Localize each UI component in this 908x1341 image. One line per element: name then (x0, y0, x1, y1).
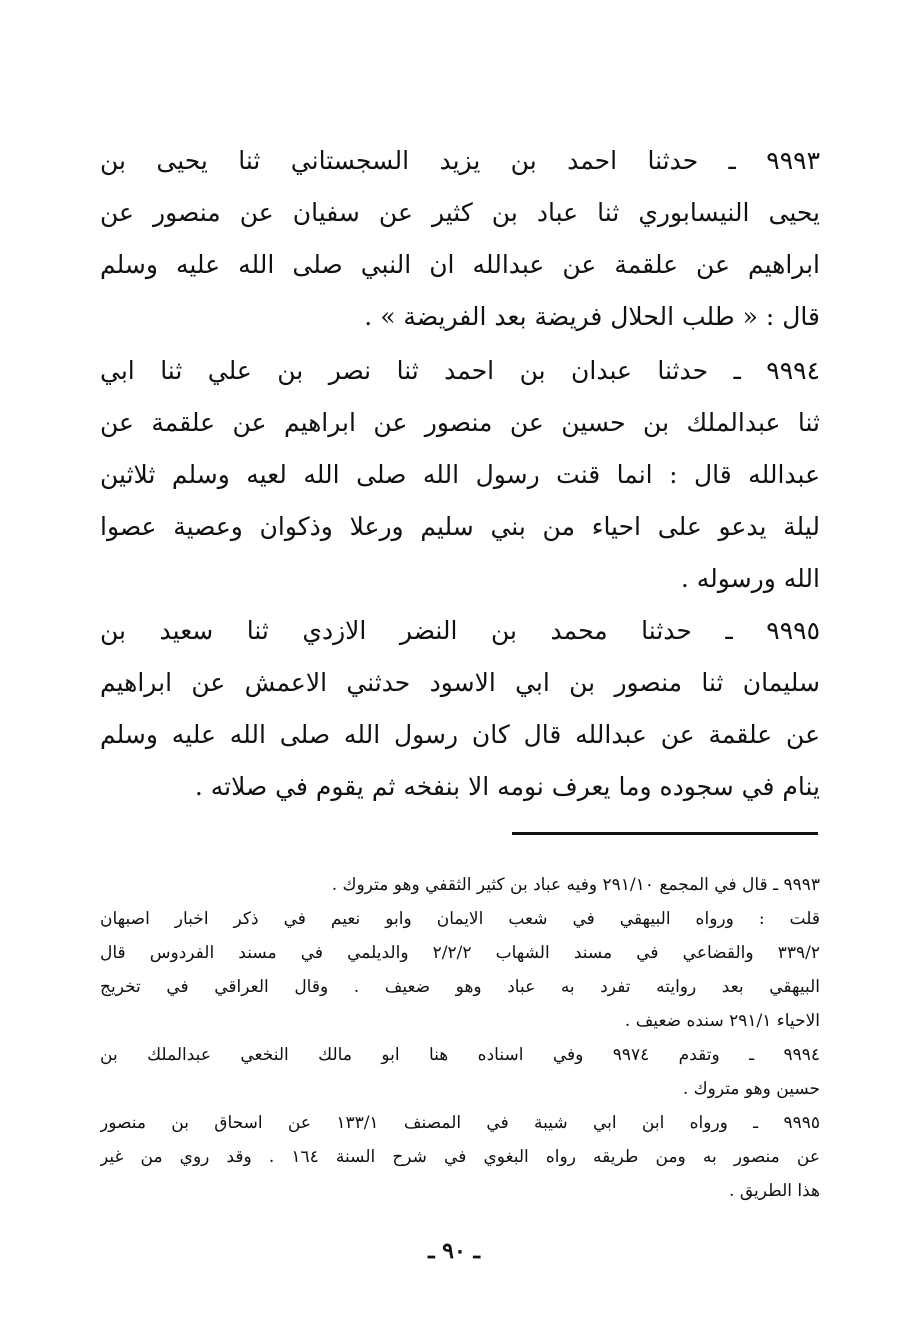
footnote-line: البيهقي بعد روايته تفرد به عباد وهو ضعيف . وقال العراقي في تخريج (100, 977, 820, 997)
hadith-line: عبدالله قال : انما قنت رسول الله صلى الله لعيه وسلم ثلاثين (100, 460, 820, 489)
hadith-line: ينام في سجوده وما يعرف نومه الا بنفخه ثم يقوم في صلاته . (194, 772, 820, 801)
hadith-line: عن علقمة عن عبدالله قال كان رسول الله صلى الله عليه وسلم (100, 720, 820, 749)
footnote-divider (512, 832, 818, 835)
footnote-line: ٣٣٩/٢ والقضاعي في مسند الشهاب ٢/٢/٢ والديلمي في مسند الفردوس قال (100, 943, 820, 963)
page-number: ـ ٩٠ ـ (428, 1238, 480, 1264)
hadith-line: سليمان ثنا منصور بن ابي الاسود حدثني الاعمش عن ابراهيم (100, 668, 820, 697)
hadith-line: ٩٩٩٤ ـ حدثنا عبدان بن احمد ثنا نصر بن علي ثنا ابي (100, 356, 820, 385)
footnote-line: هذا الطريق . (729, 1181, 820, 1201)
footnote-line: ٩٩٩٣ ـ قال في المجمع ٢٩١/١٠ وفيه عباد بن كثير الثقفي وهو متروك . (331, 875, 820, 895)
hadith-line: ثنا عبدالملك بن حسين عن منصور عن ابراهيم عن علقمة عن (100, 408, 820, 437)
footnote-line: الاحياء ٢٩١/١ سنده ضعيف . (624, 1011, 820, 1031)
hadith-line: ٩٩٩٣ ـ حدثنا احمد بن يزيد السجستاني ثنا يحيى بن (100, 146, 820, 175)
hadith-line: الله ورسوله . (680, 564, 820, 593)
footnote-line: ٩٩٩٤ ـ وتقدم ٩٩٧٤ وفي اسناده هنا ابو مالك النخعي عبدالملك بن (100, 1045, 820, 1065)
footnote-line: قلت : ورواه البيهقي في شعب الايمان وابو نعيم في ذكر اخبار اصبهان (100, 909, 820, 929)
hadith-9994 (100, 345, 820, 605)
hadith-9993 (100, 135, 820, 343)
hadith-line: يحيى النيسابوري ثنا عباد بن كثير عن سفيان عن منصور عن (100, 198, 820, 227)
footnote-line: ٩٩٩٥ ـ ورواه ابن ابي شيبة في المصنف ١٣٣/١ عن اسحاق بن منصور (100, 1113, 820, 1133)
hadith-line: ٩٩٩٥ ـ حدثنا محمد بن النضر الازدي ثنا سعيد بن (100, 616, 820, 645)
hadith-9995 (100, 605, 820, 813)
footnote-line: حسين وهو متروك . (682, 1079, 820, 1099)
footnote-line: عن منصور به ومن طريقه رواه البغوي في شرح السنة ١٦٤ . وقد روي من غير (100, 1147, 820, 1167)
footnotes (100, 868, 820, 1208)
hadith-line: ليلة يدعو على احياء من بني سليم ورعلا وذكوان وعصية عصوا (100, 512, 820, 541)
hadith-line: ابراهيم عن علقمة عن عبدالله ان النبي صلى الله عليه وسلم (100, 250, 820, 279)
hadith-line: قال : « طلب الحلال فريضة بعد الفريضة » . (364, 302, 820, 331)
